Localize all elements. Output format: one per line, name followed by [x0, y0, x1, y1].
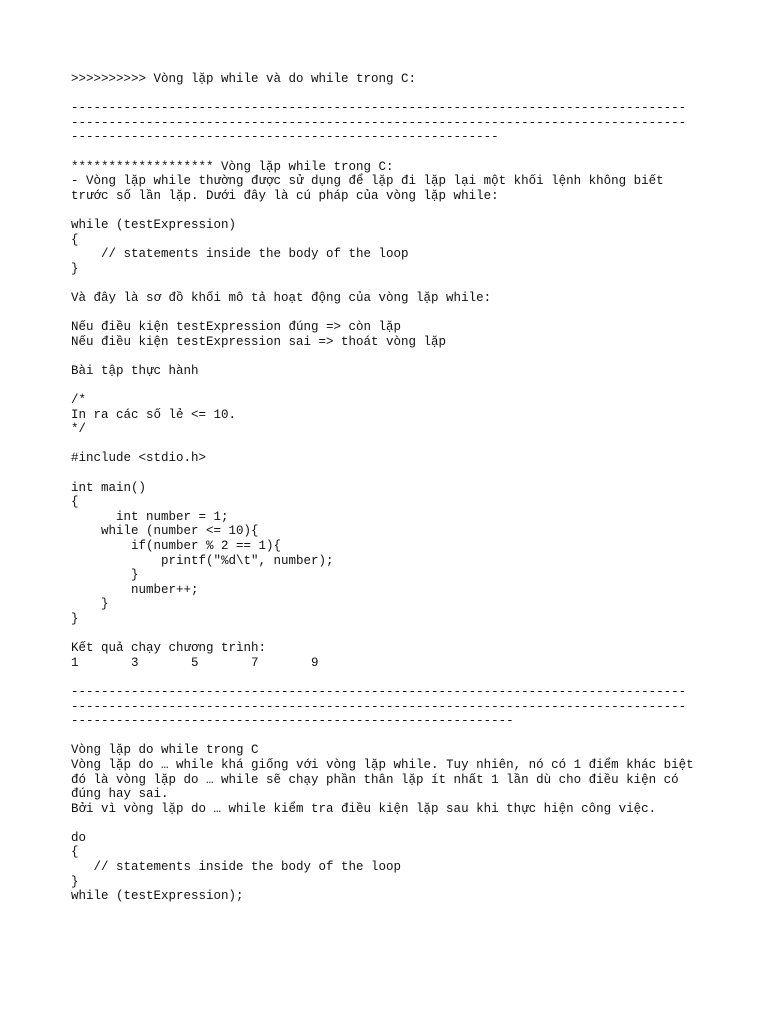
text-line	[71, 87, 711, 102]
text-line: printf("%d\t", number);	[71, 553, 334, 568]
text-line: Và đây là sơ đồ khối mô tả hoạt động của vòng lặp while:	[71, 290, 492, 305]
text-line: if(number % 2 == 1){	[71, 539, 282, 553]
text-line: Nếu điều kiện testExpression sai => thoát vòng lặp	[71, 334, 447, 349]
text-line: /*	[71, 393, 87, 408]
text-line: while (testExpression);	[71, 889, 244, 904]
text-line: while (testExpression)	[71, 217, 237, 232]
text-line: đúng hay sai.	[71, 787, 169, 802]
text-line: ----------------------------------------------------------------------------------	[71, 699, 687, 714]
text-line	[71, 203, 711, 218]
text-line: {	[71, 495, 79, 510]
text-line: int number = 1;	[71, 509, 229, 524]
text-line: Bài tập thực hành	[71, 363, 199, 378]
text-line: >>>>>>>>>> Vòng lặp while và do while trong C:	[71, 72, 417, 86]
text-line	[71, 378, 711, 393]
text-line: // statements inside the body of the loop	[71, 860, 402, 875]
text-line: }	[71, 874, 79, 889]
text-line: ----------------------------------------------------------------------------------	[71, 101, 687, 116]
text-line: trước số lần lặp. Dưới đây là cú pháp của vòng lặp while:	[71, 188, 499, 203]
text-line	[71, 729, 711, 744]
text-line: Vòng lặp do … while khá giống với vòng lặp while. Tuy nhiên, nó có 1 điểm khác biệt	[71, 757, 694, 772]
document-page	[71, 72, 711, 904]
text-line	[71, 816, 711, 831]
text-line: ******************* Vòng lặp while trong C:	[71, 159, 394, 174]
text-line: In ra các số lẻ <= 10.	[71, 407, 237, 422]
text-line: #include <stdio.h>	[71, 451, 207, 466]
text-line: }	[71, 611, 79, 626]
text-line	[71, 466, 711, 481]
text-line	[71, 276, 711, 291]
text-line: {	[71, 232, 79, 247]
text-line: {	[71, 845, 79, 860]
text-line: */	[71, 422, 87, 437]
text-line: number++;	[71, 582, 199, 597]
text-line: do	[71, 830, 87, 845]
text-line: ---------------------------------------------------------	[71, 130, 499, 145]
text-line: Bởi vì vòng lặp do … while kiểm tra điều kiện lặp sau khi thực hiện công việc.	[71, 801, 657, 816]
text-line: - Vòng lặp while thường được sử dụng để lặp đi lặp lại một khối lệnh không biết	[71, 174, 664, 189]
text-line: // statements inside the body of the loop	[71, 247, 409, 262]
text-line: Vòng lặp do while trong C	[71, 743, 259, 758]
text-line	[71, 437, 711, 452]
text-line: ----------------------------------------------------------------------------------	[71, 115, 687, 130]
text-line: while (number <= 10){	[71, 524, 259, 539]
text-line: -----------------------------------------------------------	[71, 714, 514, 729]
text-line: Kết quả chạy chương trình:	[71, 641, 267, 656]
text-line: }	[71, 568, 139, 583]
text-line: }	[71, 597, 109, 612]
text-line	[71, 145, 711, 160]
text-line: int main()	[71, 480, 147, 495]
text-line: Nếu điều kiện testExpression đúng => còn lặp	[71, 320, 402, 335]
text-line: ----------------------------------------------------------------------------------	[71, 684, 687, 699]
text-line	[71, 627, 711, 642]
text-line	[71, 670, 711, 685]
text-line: 1 3 5 7 9	[71, 655, 319, 670]
text-line: đó là vòng lặp do … while sẽ chạy phần thân lặp ít nhất 1 lần dù cho điều kiện có	[71, 772, 679, 787]
text-line	[71, 306, 711, 321]
text-line: }	[71, 261, 79, 276]
text-line	[71, 349, 711, 364]
